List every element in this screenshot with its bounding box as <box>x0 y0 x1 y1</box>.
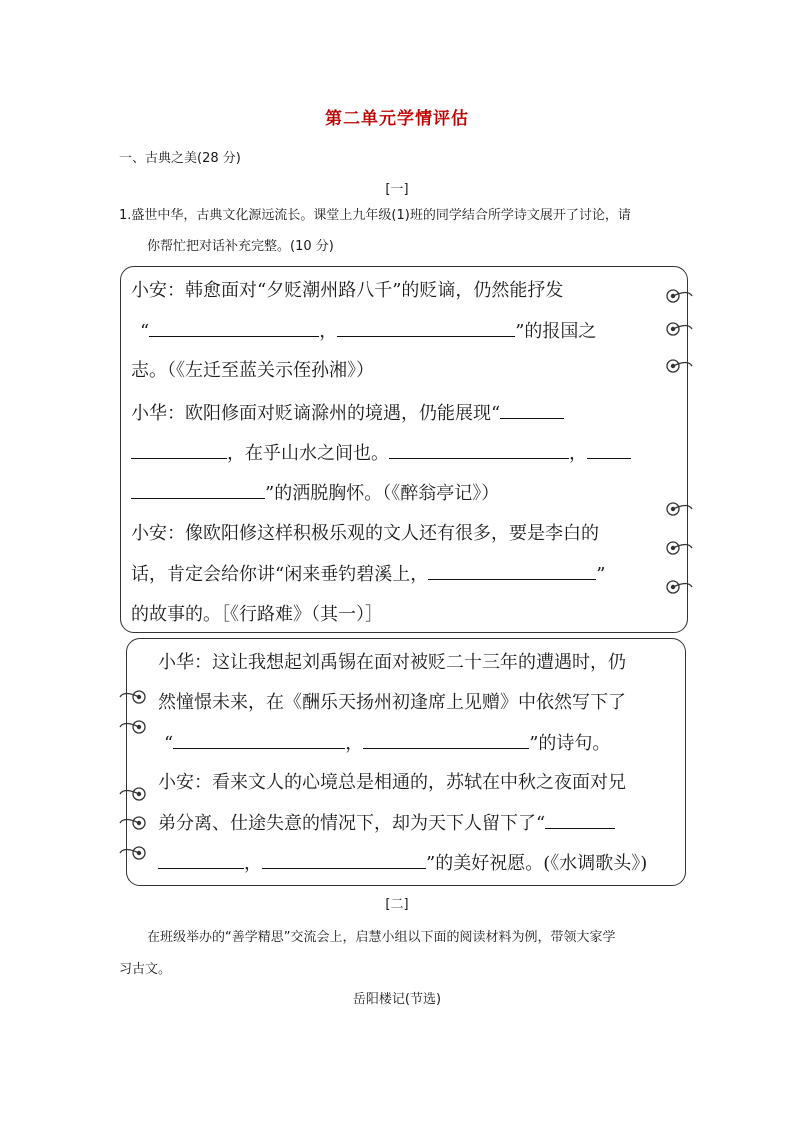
box1-line-8: 话，肯定会给你讲“闲来垂钓碧溪上， ” <box>131 559 605 586</box>
box1-line-2: “ ， ”的报国之 <box>140 316 596 343</box>
box1-line-6: ”的洒脱胸怀。（《醉翁亭记》） <box>131 478 499 505</box>
binder-ring-icon <box>666 501 694 517</box>
binder-ring-icon <box>666 358 694 374</box>
box1-line-5: ，在乎山水之间也。 ， <box>131 438 631 465</box>
box2-line-1: 小华：这让我想起刘禹锡在面对被贬二十三年的遭遇时，仍 <box>158 652 626 673</box>
binder-ring-icon <box>666 321 694 337</box>
binder-ring-icon <box>666 288 694 304</box>
binder-ring-icon <box>118 689 146 705</box>
answer-blank[interactable] <box>587 438 631 459</box>
box1-line-3: 志。（《左迁至蓝关示侄孙湘》） <box>131 360 374 381</box>
answer-blank[interactable] <box>337 316 515 337</box>
part-label-two: [二] <box>385 897 409 912</box>
box2-line-5: 弟分离、仕途失意的情况下，却为天下人留下了“ <box>158 808 615 835</box>
box2-line-3: “ ， ”的诗句。 <box>164 728 610 755</box>
binder-ring-icon <box>118 845 146 861</box>
question-1-line-1 <box>119 200 631 231</box>
answer-blank[interactable] <box>363 728 529 749</box>
answer-blank[interactable] <box>158 848 244 869</box>
box1-line-1: 小安：韩愈面对“夕贬潮州路八千”的贬谪，仍然能抒发 <box>131 280 564 301</box>
answer-blank[interactable] <box>545 808 615 829</box>
answer-blank[interactable] <box>173 728 345 749</box>
question-1-line-2: 你帮忙把对话补充完整。(10 分) <box>147 239 334 254</box>
answer-blank[interactable] <box>149 316 319 337</box>
box1-line-7: 小安：像欧阳修这样积极乐观的文人还有很多，要是李白的 <box>131 523 599 544</box>
binder-ring-icon <box>666 540 694 556</box>
answer-blank[interactable] <box>389 438 569 459</box>
box2-line-6: ， ”的美好祝愿。(《水调歌头》) <box>158 848 647 875</box>
part-label-one: [一] <box>385 182 409 197</box>
intro-line-2: 习古文。 <box>119 962 172 977</box>
answer-blank[interactable] <box>131 478 265 499</box>
intro-line-1: 在班级举办的“善学精思”交流会上，启慧小组以下面的阅读材料为例，带领大家学 <box>147 930 616 945</box>
section-heading: 一、古典之美(28 分) <box>119 151 241 166</box>
box1-line-9: 的故事的。［《行路难》（其一）］ <box>131 604 383 625</box>
answer-blank[interactable] <box>131 438 227 459</box>
binder-ring-icon <box>118 719 146 735</box>
binder-ring-icon <box>118 815 146 831</box>
binder-ring-icon <box>666 579 694 595</box>
answer-blank[interactable] <box>428 559 596 580</box>
question-text: 盛世中华，古典文化源远流长。课堂上九年级(1)班的同学结合所学诗文展开了讨论，请 <box>131 208 631 223</box>
binder-ring-icon <box>118 786 146 802</box>
box2-line-4: 小安：看来文人的心境总是相通的，苏轼在中秋之夜面对兄 <box>158 772 626 793</box>
box2-line-2: 然憧憬未来，在《酬乐天扬州初逢席上见赠》中依然写下了 <box>158 692 626 713</box>
box1-line-4: 小华：欧阳修面对贬谪滁州的境遇，仍能展现“ <box>131 398 564 425</box>
answer-blank[interactable] <box>500 398 564 419</box>
passage-title: 岳阳楼记(节选) <box>352 992 442 1007</box>
question-number: 1. <box>119 208 132 223</box>
page-title: 第二单元学情评估 <box>325 109 469 129</box>
answer-blank[interactable] <box>262 848 426 869</box>
